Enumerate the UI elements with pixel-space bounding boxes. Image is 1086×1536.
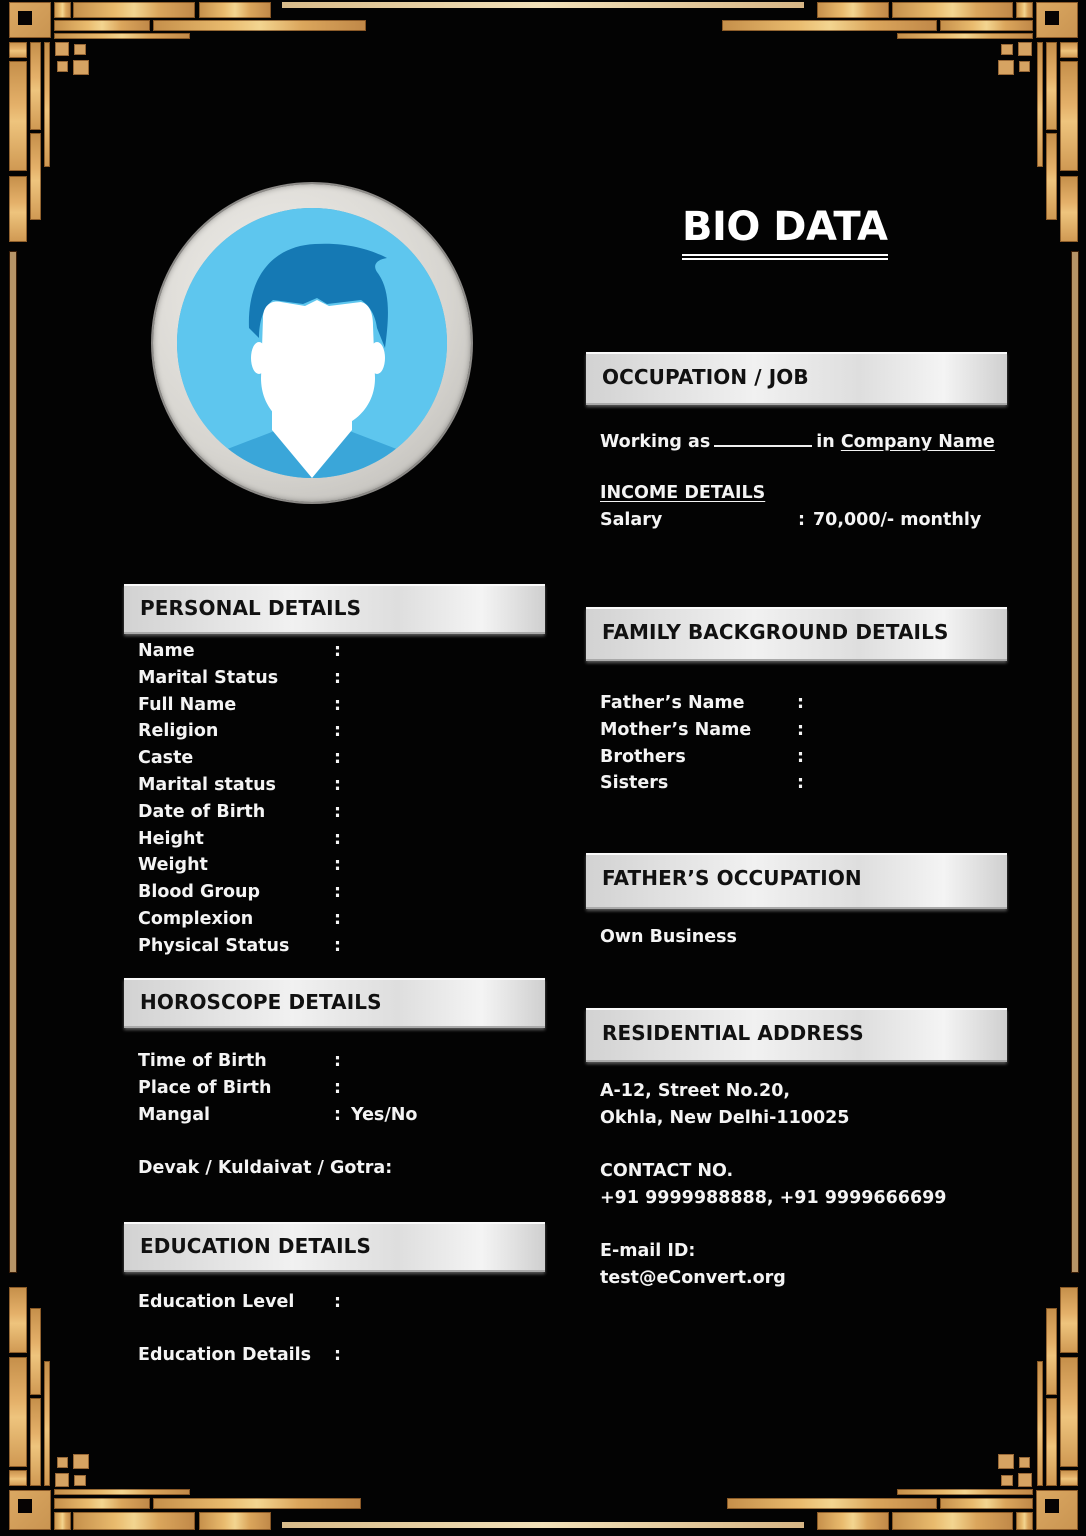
border-bar xyxy=(727,1498,937,1509)
field-label: Education Level xyxy=(138,1292,295,1312)
horoscope-details-header: HOROSCOPE DETAILS xyxy=(124,978,545,1028)
field-row-height xyxy=(138,826,538,853)
field-row-sisters xyxy=(600,770,1000,797)
border-bar xyxy=(1037,1361,1043,1486)
border-square xyxy=(1019,61,1030,72)
field-label: Full Name xyxy=(138,694,237,715)
family-background-header: FAMILY BACKGROUND DETAILS xyxy=(586,607,1007,661)
border-bar xyxy=(44,42,50,167)
email-label: E-mail ID: xyxy=(600,1241,696,1261)
border-bar xyxy=(897,33,1033,39)
border-side-line xyxy=(10,252,16,1272)
fathers-occupation-value: Own Business xyxy=(600,927,737,947)
field-separator: : xyxy=(334,1292,341,1312)
border-bar xyxy=(892,1512,1013,1530)
field-row-time-of-birth xyxy=(138,1048,538,1075)
avatar xyxy=(153,184,471,502)
field-row-place-of-birth xyxy=(138,1075,538,1102)
border-bar xyxy=(1037,42,1043,167)
border-square xyxy=(1001,1475,1013,1486)
border-bar xyxy=(9,42,27,58)
border-bar xyxy=(9,1357,27,1467)
border-bar xyxy=(722,20,937,31)
field-row-complexion xyxy=(138,906,538,933)
border-bar xyxy=(940,20,1033,31)
border-bar xyxy=(1060,61,1078,171)
field-label: Brothers xyxy=(600,746,686,767)
field-separator: : xyxy=(797,693,804,713)
border-bar xyxy=(1060,1287,1078,1353)
working-as-line xyxy=(600,427,995,456)
border-square xyxy=(73,1454,89,1469)
address-line-1: A-12, Street No.20, xyxy=(600,1081,791,1101)
border-bar xyxy=(1046,133,1057,220)
address-line-2: Okhla, New Delhi-110025 xyxy=(600,1108,850,1128)
personal-details-header: PERSONAL DETAILS xyxy=(124,584,545,634)
field-row-full-name xyxy=(138,692,538,719)
border-bar xyxy=(44,1361,50,1486)
border-square xyxy=(57,1457,68,1468)
border-bar xyxy=(54,33,190,39)
field-separator: : xyxy=(334,828,341,849)
field-separator: : xyxy=(334,1104,341,1125)
field-separator: : xyxy=(334,935,341,956)
border-bar xyxy=(199,1512,271,1530)
salary-row xyxy=(600,507,1000,534)
field-separator: : xyxy=(797,719,804,740)
field-separator: : xyxy=(334,801,341,822)
corner-ornament-bottom-right xyxy=(1036,1490,1078,1530)
working-as-label: Working as xyxy=(600,432,711,452)
border-bar xyxy=(54,1498,150,1509)
border-square xyxy=(998,1454,1014,1469)
border-bar xyxy=(9,1287,27,1353)
border-bar xyxy=(54,20,150,31)
working-in-label: in xyxy=(816,432,835,452)
border-square xyxy=(74,44,86,55)
border-square xyxy=(1019,1457,1030,1468)
occupation-header: OCCUPATION / JOB xyxy=(586,352,1007,405)
field-separator: : xyxy=(334,1051,341,1071)
field-label: Place of Birth xyxy=(138,1077,272,1098)
border-side-line xyxy=(1072,252,1078,1272)
field-row-religion xyxy=(138,718,538,745)
border-bar xyxy=(153,1498,361,1509)
horoscope-details-list xyxy=(138,1048,538,1128)
field-separator: : xyxy=(797,746,804,767)
border-square xyxy=(998,60,1014,75)
corner-ornament-top-left xyxy=(9,2,51,38)
field-row-marital-status-2 xyxy=(138,772,538,799)
field-separator: : xyxy=(334,667,341,688)
border-square xyxy=(55,1473,69,1487)
border-bar xyxy=(817,1512,889,1530)
salary-separator: : xyxy=(798,510,805,530)
job-title-blank xyxy=(714,427,812,447)
border-bar xyxy=(9,1470,27,1486)
contact-numbers: +91 9999988888, +91 9999666699 xyxy=(600,1188,947,1208)
field-label: Religion xyxy=(138,721,219,742)
field-row-fathers-name xyxy=(600,690,1000,717)
border-bar xyxy=(1046,1398,1057,1486)
border-bar xyxy=(9,176,27,242)
field-row-brothers xyxy=(600,744,1000,771)
field-separator: : xyxy=(334,908,341,929)
field-label: Complexion xyxy=(138,908,254,929)
salary-value: 70,000/- monthly xyxy=(813,510,982,530)
field-label: Blood Group xyxy=(138,882,261,903)
field-row-caste xyxy=(138,745,538,772)
border-bar xyxy=(1060,176,1078,242)
border-bar xyxy=(30,1398,41,1486)
field-label: Time of Birth xyxy=(138,1051,267,1071)
field-separator: : xyxy=(334,1077,341,1098)
field-row-date-of-birth xyxy=(138,799,538,826)
border-square xyxy=(57,61,68,72)
income-details-heading: INCOME DETAILS xyxy=(600,483,766,503)
field-label: Mother’s Name xyxy=(600,719,752,740)
education-details-header: EDUCATION DETAILS xyxy=(124,1222,545,1272)
company-name: Company Name xyxy=(840,432,995,452)
field-label: Marital status xyxy=(138,774,276,795)
border-square xyxy=(1001,44,1013,55)
border-square xyxy=(1018,1473,1032,1487)
field-row-mothers-name xyxy=(600,717,1000,744)
border-bar xyxy=(1046,42,1057,130)
field-value: Yes/No xyxy=(351,1104,418,1125)
field-separator: : xyxy=(334,855,341,876)
field-label: Physical Status xyxy=(138,935,290,956)
field-label: Date of Birth xyxy=(138,801,266,822)
border-bar xyxy=(817,2,889,18)
border-square xyxy=(55,42,69,56)
border-bar xyxy=(153,20,366,31)
email-value[interactable]: test@eConvert.org xyxy=(600,1268,786,1288)
field-row-education-details xyxy=(138,1342,538,1369)
personal-details-list xyxy=(138,638,538,960)
border-bar xyxy=(54,1489,190,1495)
field-label: Weight xyxy=(138,855,208,876)
field-separator: : xyxy=(334,721,341,742)
field-separator: : xyxy=(334,641,341,661)
residential-address-header: RESIDENTIAL ADDRESS xyxy=(586,1008,1007,1062)
border-bar xyxy=(1016,1512,1033,1530)
border-bar xyxy=(54,1512,71,1530)
page-title: BIO DATA xyxy=(682,204,888,256)
field-row-weight xyxy=(138,852,538,879)
field-label: Father’s Name xyxy=(600,693,745,713)
border-square xyxy=(1018,42,1032,56)
field-separator: : xyxy=(334,694,341,715)
field-label: Caste xyxy=(138,748,194,769)
corner-ornament-top-right xyxy=(1036,2,1078,38)
border-bar xyxy=(9,61,27,171)
field-separator: : xyxy=(797,773,804,794)
border-bar xyxy=(1016,2,1033,18)
salary-label: Salary xyxy=(600,510,663,530)
field-row-education-level xyxy=(138,1289,538,1342)
border-bar xyxy=(30,1308,41,1395)
field-separator: : xyxy=(334,1345,341,1365)
field-row-blood-group xyxy=(138,879,538,906)
border-bar xyxy=(199,2,271,18)
border-bar xyxy=(897,1489,1033,1495)
border-bar xyxy=(73,1512,195,1530)
field-row-mangal xyxy=(138,1102,538,1129)
border-bar xyxy=(1060,1357,1078,1467)
border-bar xyxy=(892,2,1013,18)
field-separator: : xyxy=(334,748,341,769)
field-row-physical-status xyxy=(138,933,538,960)
border-bar xyxy=(54,2,71,18)
border-bar xyxy=(1060,1470,1078,1486)
border-bar xyxy=(1046,1308,1057,1395)
field-label: Mangal xyxy=(138,1104,211,1125)
border-bar xyxy=(282,1522,804,1528)
fathers-occupation-header: FATHER’S OCCUPATION xyxy=(586,853,1007,909)
border-bar xyxy=(282,2,804,8)
field-label: Name xyxy=(138,641,195,661)
border-bar xyxy=(30,42,41,130)
field-label: Marital Status xyxy=(138,667,279,688)
border-square xyxy=(74,1475,86,1486)
field-row-marital-status xyxy=(138,665,538,692)
border-bar xyxy=(30,133,41,220)
male-user-silhouette-icon xyxy=(177,208,447,478)
border-bar xyxy=(940,1498,1033,1509)
corner-ornament-bottom-left xyxy=(9,1490,51,1530)
field-label: Height xyxy=(138,828,204,849)
border-bar xyxy=(1060,42,1078,58)
border-bar xyxy=(73,2,195,18)
field-separator: : xyxy=(334,774,341,795)
field-label: Education Details xyxy=(138,1345,312,1365)
field-separator: : xyxy=(334,882,341,903)
family-background-list xyxy=(600,690,1000,797)
field-label: Sisters xyxy=(600,773,669,794)
contact-label: CONTACT NO. xyxy=(600,1161,734,1181)
border-square xyxy=(73,60,89,75)
gotra-label: Devak / Kuldaivat / Gotra: xyxy=(138,1158,393,1178)
field-row-name xyxy=(138,638,538,665)
education-details-list xyxy=(138,1289,538,1369)
